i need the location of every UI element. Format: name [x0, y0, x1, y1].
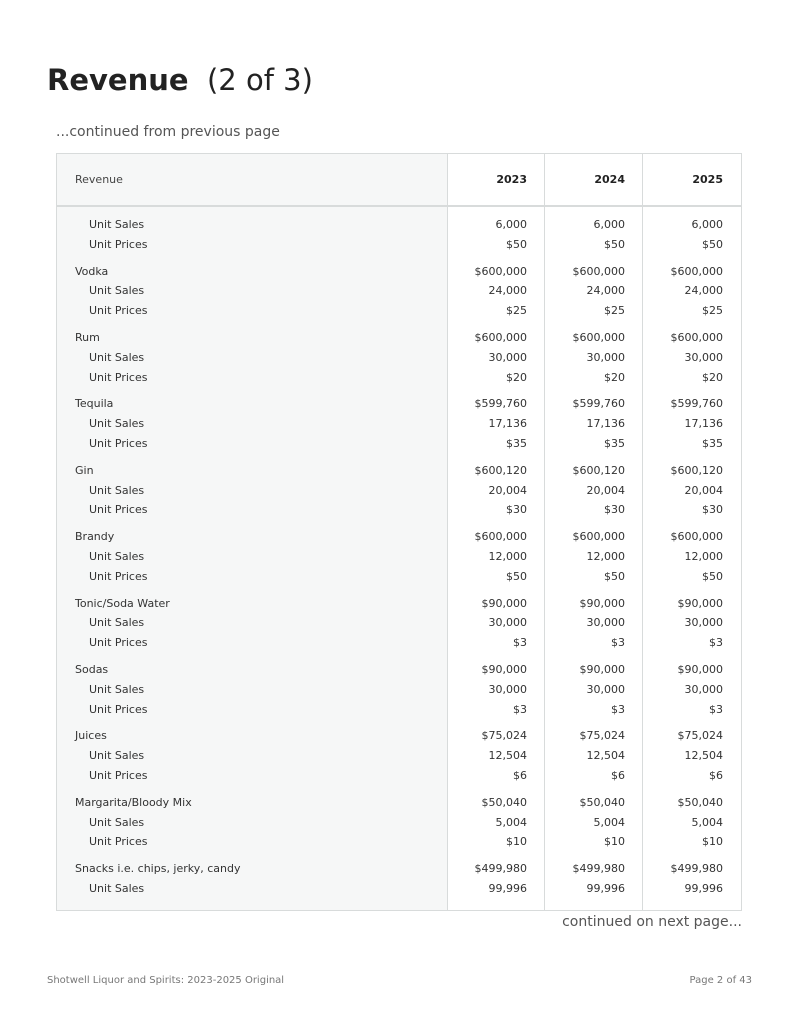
page-title — [47, 60, 313, 100]
cell-value-2024: $600,000 — [572, 530, 625, 544]
cell-value-2023: $25 — [506, 304, 527, 318]
cell-value-2024: $3 — [611, 702, 625, 716]
row-group — [57, 527, 741, 586]
cell-value-2023: $3 — [513, 702, 527, 716]
cell-value-2023: $90,000 — [481, 662, 527, 676]
page-title-part: (2 of 3) — [206, 63, 313, 97]
row-label: Unit Prices — [89, 370, 148, 384]
cell-value-2025: $25 — [702, 304, 723, 318]
cell-value-2025: $600,000 — [670, 264, 723, 278]
continued-from-note: ...continued from previous page — [56, 124, 280, 140]
cell-value-2024: 30,000 — [586, 616, 625, 630]
cell-value-2023: $3 — [513, 636, 527, 650]
row-label: Sodas — [75, 662, 109, 676]
row-group — [57, 262, 741, 321]
cell-value-2024: $599,760 — [572, 397, 625, 411]
cell-value-2024: $3 — [611, 636, 625, 650]
cell-value-2025: 17,136 — [684, 417, 723, 431]
cell-value-2024: $20 — [604, 370, 625, 384]
cell-value-2023: 12,000 — [488, 549, 527, 563]
cell-value-2024: $90,000 — [579, 662, 625, 676]
cell-value-2024: $50 — [604, 569, 625, 583]
table-row — [57, 262, 741, 282]
table-subrow — [57, 633, 741, 653]
cell-value-2025: 99,996 — [684, 881, 723, 895]
cell-value-2024: $600,120 — [572, 463, 625, 477]
table-subrow — [57, 567, 741, 587]
table-row — [57, 594, 741, 614]
cell-value-2024: 17,136 — [586, 417, 625, 431]
row-label: Unit Sales — [89, 350, 145, 364]
cell-value-2024: $35 — [604, 436, 625, 450]
row-label: Snacks i.e. chips, jerky, candy — [75, 862, 241, 876]
cell-value-2023: $35 — [506, 436, 527, 450]
cell-value-2023: 30,000 — [488, 682, 527, 696]
row-label: Unit Sales — [89, 218, 145, 231]
row-label: Unit Prices — [89, 436, 148, 450]
row-label: Unit Prices — [89, 768, 148, 782]
cell-value-2023: $600,000 — [474, 330, 527, 344]
header-label: Revenue — [75, 173, 123, 186]
cell-value-2024: $50 — [604, 237, 625, 251]
cell-value-2025: $6 — [709, 768, 723, 782]
cell-value-2023: $499,980 — [474, 862, 527, 876]
cell-value-2024: 24,000 — [586, 284, 625, 298]
cell-value-2025: $50 — [702, 237, 723, 251]
cell-value-2024: 12,504 — [586, 749, 625, 763]
cell-value-2024: 20,004 — [586, 483, 625, 497]
cell-value-2023: $10 — [506, 835, 527, 849]
cell-value-2024: 5,004 — [593, 815, 625, 829]
row-group — [57, 461, 741, 520]
table-subrow — [57, 301, 741, 321]
table-subrow — [57, 879, 741, 899]
cell-value-2025: $35 — [702, 436, 723, 450]
table-subrow — [57, 613, 741, 633]
footer-page-number: Page 2 of 43 — [689, 975, 752, 986]
cell-value-2024: $600,000 — [572, 264, 625, 278]
row-group — [57, 328, 741, 387]
row-label: Unit Prices — [89, 503, 148, 517]
cell-value-2023: 20,004 — [488, 483, 527, 497]
row-label: Unit Sales — [89, 682, 145, 696]
cell-value-2023: 17,136 — [488, 417, 527, 431]
cell-value-2024: 30,000 — [586, 682, 625, 696]
cell-value-2023: $600,000 — [474, 264, 527, 278]
row-label: Unit Sales — [89, 815, 145, 829]
cell-value-2023: $50 — [506, 237, 527, 251]
row-label: Tequila — [75, 397, 114, 411]
table-row — [57, 793, 741, 813]
row-label: Unit Sales — [89, 616, 145, 630]
row-label: Unit Sales — [89, 749, 145, 763]
cell-value-2025: 5,004 — [691, 815, 723, 829]
cell-value-2025: 12,000 — [684, 549, 723, 563]
table-subrow — [57, 500, 741, 520]
cell-value-2024: 30,000 — [586, 350, 625, 364]
table-subrow — [57, 700, 741, 720]
cell-value-2025: $3 — [709, 702, 723, 716]
cell-value-2023: 12,504 — [488, 749, 527, 763]
cell-value-2024: 6,000 — [593, 218, 625, 231]
cell-value-2025: $20 — [702, 370, 723, 384]
row-label: Unit Prices — [89, 702, 148, 716]
row-label: Unit Sales — [89, 284, 145, 298]
cell-value-2023: $6 — [513, 768, 527, 782]
revenue-table — [56, 153, 742, 911]
footer-document-title: Shotwell Liquor and Spirits: 2023-2025 Original — [47, 975, 285, 986]
row-label: Tonic/Soda Water — [75, 596, 170, 610]
cell-value-2024: 99,996 — [586, 881, 625, 895]
table-subrow — [57, 281, 741, 301]
cell-value-2025: $75,024 — [677, 729, 723, 743]
row-group — [57, 394, 741, 453]
row-label: Unit Sales — [89, 417, 145, 431]
header-year-2025: 2025 — [692, 173, 723, 186]
cell-value-2023: $50,040 — [481, 795, 527, 809]
row-group — [57, 726, 741, 785]
row-label: Unit Prices — [89, 636, 148, 650]
cell-value-2023: $20 — [506, 370, 527, 384]
cell-value-2025: 6,000 — [691, 218, 723, 231]
cell-value-2024: $75,024 — [579, 729, 625, 743]
row-group — [57, 594, 741, 653]
row-group — [57, 793, 741, 852]
cell-value-2023: 6,000 — [495, 218, 527, 231]
cell-value-2025: $10 — [702, 835, 723, 849]
row-label: Unit Prices — [89, 304, 148, 318]
table-body — [57, 215, 741, 906]
row-label: Gin — [75, 463, 94, 477]
row-group — [57, 660, 741, 719]
header-year-2023: 2023 — [496, 173, 527, 186]
cell-value-2023: $599,760 — [474, 397, 527, 411]
row-group — [57, 859, 741, 899]
cell-value-2025: $499,980 — [670, 862, 723, 876]
cell-value-2025: $30 — [702, 503, 723, 517]
table-row — [57, 859, 741, 879]
cell-value-2025: 30,000 — [684, 616, 723, 630]
table-subrow — [57, 766, 741, 786]
table-subrow — [57, 832, 741, 852]
cell-value-2025: $600,000 — [670, 530, 723, 544]
row-label: Rum — [75, 330, 100, 344]
row-label: Unit Sales — [89, 549, 145, 563]
table-subrow — [57, 434, 741, 454]
table-row — [57, 394, 741, 414]
cell-value-2025: $50,040 — [677, 795, 723, 809]
header-year-2024: 2024 — [594, 173, 625, 186]
cell-value-2025: $3 — [709, 636, 723, 650]
table-subrow — [57, 368, 741, 388]
row-label: Juices — [75, 729, 107, 743]
cell-value-2024: $6 — [611, 768, 625, 782]
cell-value-2025: $600,000 — [670, 330, 723, 344]
table-header — [57, 154, 741, 207]
row-label: Margarita/Bloody Mix — [75, 795, 192, 809]
table-subrow — [57, 348, 741, 368]
cell-value-2025: $90,000 — [677, 596, 723, 610]
row-label: Unit Sales — [89, 881, 145, 895]
table-subrow — [57, 746, 741, 766]
cell-value-2025: 30,000 — [684, 682, 723, 696]
cell-value-2024: $499,980 — [572, 862, 625, 876]
cell-value-2025: $50 — [702, 569, 723, 583]
row-group — [57, 215, 741, 255]
cell-value-2023: $30 — [506, 503, 527, 517]
table-row — [57, 660, 741, 680]
table-row — [57, 726, 741, 746]
cell-value-2023: $75,024 — [481, 729, 527, 743]
table-subrow — [57, 215, 741, 235]
table-subrow — [57, 481, 741, 501]
cell-value-2023: $50 — [506, 569, 527, 583]
row-label: Unit Prices — [89, 237, 148, 251]
cell-value-2025: 30,000 — [684, 350, 723, 364]
table-subrow — [57, 813, 741, 833]
row-label: Vodka — [75, 264, 109, 278]
row-label: Unit Prices — [89, 835, 148, 849]
cell-value-2023: 30,000 — [488, 616, 527, 630]
table-row — [57, 527, 741, 547]
cell-value-2024: $30 — [604, 503, 625, 517]
cell-value-2023: $600,000 — [474, 530, 527, 544]
table-subrow — [57, 235, 741, 255]
cell-value-2025: $599,760 — [670, 397, 723, 411]
cell-value-2024: $10 — [604, 835, 625, 849]
cell-value-2025: 12,504 — [684, 749, 723, 763]
cell-value-2025: $90,000 — [677, 662, 723, 676]
table-subrow — [57, 414, 741, 434]
cell-value-2024: 12,000 — [586, 549, 625, 563]
cell-value-2023: 24,000 — [488, 284, 527, 298]
cell-value-2023: 30,000 — [488, 350, 527, 364]
cell-value-2025: $600,120 — [670, 463, 723, 477]
table-subrow — [57, 547, 741, 567]
cell-value-2025: 20,004 — [684, 483, 723, 497]
cell-value-2024: $50,040 — [579, 795, 625, 809]
cell-value-2024: $90,000 — [579, 596, 625, 610]
page-title-main: Revenue — [47, 63, 189, 97]
cell-value-2023: 5,004 — [495, 815, 527, 829]
cell-value-2024: $25 — [604, 304, 625, 318]
row-label: Brandy — [75, 530, 115, 544]
cell-value-2024: $600,000 — [572, 330, 625, 344]
row-label: Unit Prices — [89, 569, 148, 583]
table-row — [57, 461, 741, 481]
continued-next-note: continued on next page... — [562, 914, 742, 930]
table-row — [57, 328, 741, 348]
row-label: Unit Sales — [89, 483, 145, 497]
cell-value-2023: $90,000 — [481, 596, 527, 610]
cell-value-2023: $600,120 — [474, 463, 527, 477]
table-subrow — [57, 680, 741, 700]
cell-value-2023: 99,996 — [488, 881, 527, 895]
cell-value-2025: 24,000 — [684, 284, 723, 298]
